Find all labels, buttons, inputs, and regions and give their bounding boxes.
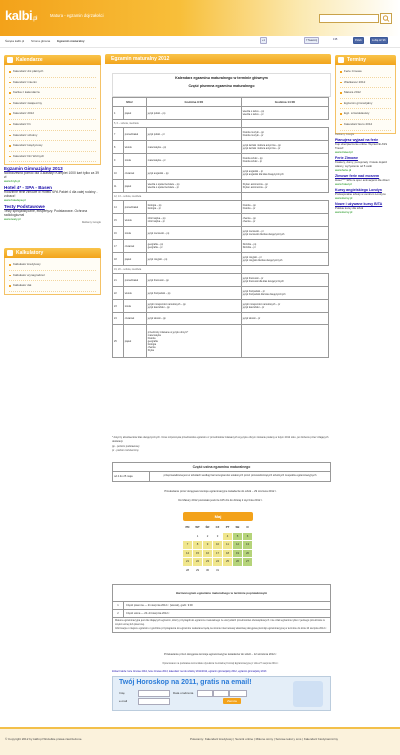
exam-day: 10	[114, 171, 117, 175]
table-row	[113, 227, 329, 240]
legend: pp - poziom podstawowy pr - poziom rozszerzony	[112, 445, 140, 452]
morning-exam: język niemiecki – pp	[146, 227, 241, 240]
weekday-cell: poniedziałek	[123, 274, 146, 287]
afternoon-exam: historia muzyki – pp historia muzyki – pr	[241, 128, 328, 141]
table-row	[113, 201, 329, 214]
term-link[interactable]: Ferie zimowe	[340, 67, 391, 78]
afternoon-exam	[241, 325, 328, 358]
related-links[interactable]: Zobacz także: ferie zimowe 2012, ferie zimowe 2013, kalendarz na rok szkolny 2011/2012, egzamin gimnazjalny 2012, egzamin gimnazjalny 2013	[112, 670, 267, 673]
weekday-cell: środa	[123, 227, 146, 240]
calendar-day[interactable]: 25	[223, 558, 232, 566]
ad-url[interactable]: www.bryk.pl	[4, 179, 21, 183]
calendars-header: Kalendarze	[4, 55, 101, 65]
exam-day: 17	[114, 244, 117, 248]
search-input[interactable]	[319, 14, 379, 23]
day-cell	[113, 141, 124, 154]
table-row	[113, 107, 329, 120]
calendar-weekday: PN	[185, 525, 190, 529]
calendar-day[interactable]: 18	[223, 550, 232, 558]
calendar-day[interactable]: 5	[233, 533, 242, 541]
retake-note: Informacja o miejscu egzaminu i godzinie przystąpienia do egzaminu wskazane będą na stronie internetowej właściwej okręgowej komisji egzaminacyjnej w terminie do dnia 10 sierpnia 2012 r.	[115, 627, 327, 630]
table-row	[113, 214, 329, 227]
exam-day: 23	[114, 304, 117, 308]
left-ads	[4, 164, 101, 224]
ad-url[interactable]: www.hotel.pl	[335, 182, 352, 186]
breadcrumb-item[interactable]: Święta kalbi.pl	[5, 39, 25, 43]
calendar-day[interactable]: 19	[233, 550, 242, 558]
copyright: © Copyright 2012 by kalbi.pl Wszelkie prawa zastrzeżone.	[5, 737, 83, 741]
ad-description: Testy specjalistyczne, ekspertyzy. Podstawowe. Ochrona radiologiczna!	[4, 209, 88, 217]
header-bar	[0, 0, 400, 36]
weekday-cell: środa	[123, 300, 146, 313]
table-row	[113, 141, 329, 154]
ads-label[interactable]: Reklamy Google	[335, 133, 355, 136]
calendar-day[interactable]: 9	[203, 541, 212, 549]
weekday-cell: wtorek	[123, 214, 146, 227]
table-row	[113, 240, 329, 253]
certificate-info: Przekazanie przez okręgowe komisje egzaminacyjne świadectw do szkół – 29 czerwca 2012 r.	[164, 490, 277, 493]
calendar-day[interactable]: 17	[213, 550, 222, 558]
day-cell	[113, 154, 124, 167]
month-select[interactable]	[213, 690, 229, 697]
day-cell	[113, 300, 124, 313]
horoscope-widget	[112, 676, 331, 711]
retake-certificate-info: Przekazanie przez okręgowe komisje egzaminacyjne świadectw do szkół – 12 września 2012 r.	[163, 653, 278, 656]
terms-panel	[335, 55, 396, 134]
afternoon-exam: język włoski – pr	[241, 313, 328, 325]
calendar-day[interactable]: 7	[183, 541, 192, 549]
exam-day: 8	[114, 145, 116, 149]
calculator-icon	[7, 250, 13, 256]
exam-day: 16	[114, 231, 117, 235]
day-cell	[113, 325, 124, 358]
day-cell	[113, 128, 124, 141]
retake-title: Harmonogram egzaminu maturalnego w terminie poprawkowym	[175, 591, 268, 595]
calendar-day[interactable]: 22	[193, 558, 202, 566]
afternoon-exam: historia sztuki – pp historia sztuki – pr	[241, 154, 328, 167]
afternoon-exam: język hiszpański – pr język hiszpański dla klas dwujęzycznych	[241, 287, 328, 300]
site-logo[interactable]: kalbi.pl	[5, 8, 37, 23]
calendar-link[interactable]: Kartka z kalendarza	[9, 88, 96, 99]
morning-exam: język włoski – pp	[146, 313, 241, 325]
day-cell	[113, 313, 124, 325]
exam-day: 22	[114, 291, 117, 295]
retake-note: Matura egzaminacyjna jest dla zdających egzamin, którzy przystąpili do egzaminu maturalnego ze wszystkich przedmiotów obowiązkowych i nie zdali egzaminu tylko z jednego przedmiotu w części ustnej lub pisemnej.	[115, 619, 325, 626]
afternoon-exam: język rosyjski – pr język rosyjski dla klas dwujęzycznych	[241, 253, 328, 266]
weekend-row: 19, 20 – sobota, niedziela	[113, 266, 242, 274]
ad-url[interactable]: www.hotelspa.pl	[4, 198, 26, 202]
calendar-day[interactable]: 29	[193, 567, 202, 575]
calendar-day[interactable]: 24	[213, 558, 222, 566]
exam-day: 7	[114, 132, 116, 136]
exam-schedule-table	[112, 97, 329, 358]
like-count[interactable]: Lubię to! 96	[372, 39, 386, 42]
calendar-day[interactable]: 28	[183, 567, 192, 575]
day-cell	[113, 287, 124, 300]
calendar-day[interactable]: 26	[233, 558, 242, 566]
ad-description: Polskie kursy dla szkół	[335, 206, 364, 210]
calendars-panel	[4, 55, 101, 165]
morning-exam: język polski – pr	[146, 128, 241, 141]
calendar-grid	[183, 524, 253, 574]
calendar-link[interactable]: Kalendarz 2012	[9, 109, 96, 120]
exam-day: 24	[114, 317, 117, 320]
footer-links[interactable]: Polecamy: Kalendarz kredytowy | Sennik online | Mikone sinny | Sotowe tekst y sms | Kalendarz biodynamiczny	[190, 737, 339, 741]
horoscope-title: Twój Horoskop na 2011, gratis na email!	[119, 679, 252, 686]
retake-oral: Część ustna — 20–24 sierpnia 2012 r.	[126, 612, 170, 615]
day-cell	[113, 107, 124, 120]
day-cell	[113, 253, 124, 266]
oral-desc: przeprowadzana jest w szkołach według harmonogramów ustalonych przez przewodniczących szkolnych zespołów egzaminacyjnych	[163, 474, 317, 477]
afternoon-exam: język angielski – pr język angielski dla klas dwujęzycznych	[241, 167, 328, 180]
calculator-link[interactable]: Kalkulator dat	[9, 281, 96, 292]
day-cell	[113, 240, 124, 253]
ad-title[interactable]: Hotel 4* - SPA - Basen	[4, 185, 52, 190]
retake-box	[112, 584, 331, 633]
order-button[interactable]: Zamów	[223, 698, 241, 704]
term-link[interactable]: Egzamin gimnazjalny	[340, 99, 391, 110]
page-title: Egzamin maturalny 2012	[105, 54, 331, 64]
ads-label[interactable]: Reklamy Google	[81, 221, 101, 224]
breadcrumb	[5, 39, 91, 43]
morning-exam: wiedza o społeczeństwie – pp wiedza o społeczeństwie – pr	[146, 180, 241, 193]
table-row	[113, 154, 329, 167]
table-row	[113, 253, 329, 266]
share-bar	[260, 37, 395, 44]
footnote: * dotyczy absolwentów klas dwujęzycznych. Czas rozpoczęcia przedmiotów egzaminu z przedmiotów zdawanych w języku obcym zostanie podany w lutym 2012 roku, po złożeniu przez zdających deklaracji.	[112, 436, 329, 443]
table-header: MAJ	[113, 98, 147, 107]
calculators-header: Kalkulatory	[4, 248, 101, 258]
morning-exam: biologia – pp biologia – pr	[146, 201, 241, 214]
calendar-weekday: PT	[225, 525, 230, 529]
morning-exam: język hiszpański – pp	[146, 287, 241, 300]
calendar-day[interactable]: 20	[243, 550, 252, 558]
breadcrumb-item[interactable]: Strona główna	[31, 39, 51, 43]
table-row	[113, 193, 329, 201]
exam-day: 25	[114, 339, 117, 343]
terms-header: Terminy	[335, 55, 396, 65]
calendar-day[interactable]: 16	[203, 550, 212, 558]
ad-url[interactable]: www.travel.pl	[335, 150, 353, 154]
ad-description: Rodzinne ferie zimowe w Hotelu SPA Pakiet 4 dla całej rodziny - zobacz!	[4, 190, 98, 198]
table-row	[113, 313, 329, 325]
calendar-day[interactable]: 4	[223, 533, 232, 541]
site-slogan: Matura - egzamin dojrzałości	[50, 13, 104, 18]
exam-day: 14	[114, 205, 117, 209]
table-row	[113, 180, 329, 193]
calculator-link[interactable]: Kalkulator wynagrodzeń	[9, 271, 96, 282]
term-link[interactable]: Kalendarz Euro 2012	[340, 120, 391, 131]
weekend-row: 5, 6 – sobota, niedziela	[113, 120, 242, 128]
ad-description: Kwatery, domy, pensjonaty i hotele dojazd własny, wyżywienie od 5 osób	[335, 160, 387, 168]
like-button[interactable]: Polub	[355, 39, 362, 42]
calendar-link[interactable]: Kalendarz księżycowy	[9, 141, 96, 152]
calendar-day[interactable]: 12	[233, 541, 242, 549]
calendar-day[interactable]: 21	[183, 558, 192, 566]
calendar-day	[223, 567, 232, 575]
calendar-day[interactable]: 3	[213, 533, 222, 541]
weekday-cell: wtorek	[123, 287, 146, 300]
morning-exam: matematyka – pp	[146, 141, 241, 154]
weekend-row: 12, 13 – sobota, niedziela	[113, 193, 242, 201]
weekday-cell: piątek	[123, 253, 146, 266]
weekday-cell: piątek	[123, 107, 146, 120]
calendar-link[interactable]: Kalendarz szkolny	[9, 131, 96, 142]
ad-url[interactable]: www.ferie.pl	[335, 168, 352, 172]
name-label: Imię	[119, 691, 125, 695]
clock-icon	[338, 57, 344, 63]
morning-exam: geografia – pp geografia – pr	[146, 240, 241, 253]
day-select[interactable]	[197, 690, 213, 697]
search-icon[interactable]	[380, 13, 392, 24]
right-ads	[335, 133, 396, 214]
share-count: 135	[333, 38, 338, 41]
may-calendar	[183, 512, 253, 574]
name-input[interactable]	[138, 690, 170, 697]
weekday-cell: czwartek	[123, 313, 146, 325]
day-cell	[113, 167, 124, 180]
divider	[0, 47, 400, 48]
calculators-list	[4, 258, 101, 295]
document-subtitle: Część pisemna egzaminu maturalnego	[188, 84, 255, 88]
exam-day: 18	[114, 257, 117, 261]
calendar-day[interactable]: 1	[193, 533, 202, 541]
calendar-link[interactable]: Kalendarz Dni Wolnych	[9, 152, 96, 163]
term-link[interactable]: Matura 2012	[340, 88, 391, 99]
calendar-day[interactable]: 30	[203, 567, 212, 575]
ad-url[interactable]: www.kursy.pl	[335, 210, 353, 214]
calendar-weekday: SB	[235, 525, 240, 529]
calendars-list	[4, 65, 101, 165]
morning-exam: informatyka – pp informatyka – pr	[146, 214, 241, 227]
exam-day: 9	[114, 158, 116, 162]
ad-title[interactable]: Testy Podstawowe	[4, 204, 45, 209]
calendar-month: Maj	[183, 512, 253, 521]
morning-exam: język polski – pp	[146, 107, 241, 120]
afternoon-exam: historia – pp historia – pr	[241, 201, 328, 214]
calendar-day	[233, 567, 242, 575]
calendar-day	[183, 533, 192, 541]
morning-exam: język rosyjski – pp	[146, 253, 241, 266]
birthdate-label: Data urodzenia	[173, 691, 194, 695]
afternoon-exam: fizyka i astronomia – pp fizyka i astronomia – pr	[241, 180, 328, 193]
ad-description: Nowoczesna pomoc dla 3-klasisty! Komplet 1000 kart tylko za 39 zł	[4, 171, 99, 179]
day-cell	[113, 214, 124, 227]
day-cell	[113, 227, 124, 240]
weekday-cell: poniedziałek	[123, 201, 146, 214]
table-row	[113, 287, 329, 300]
ad-description: Kup ubezpieczenie online. Wycieczki ASS Travel!	[335, 142, 388, 150]
morning-exam: język angielski – pp	[146, 167, 241, 180]
retake-written: Część pisemna — 21 sierpnia 2012 r. (wtorek), godz. 9:00	[126, 604, 193, 607]
horoscope-image	[293, 681, 323, 707]
calendar-icon	[7, 57, 13, 63]
calendar-weekday: N	[246, 525, 249, 529]
calendar-day[interactable]: 27	[243, 558, 252, 566]
term-link[interactable]: Egz. szóstoklasisty	[340, 109, 391, 120]
afternoon-exam: język niemiecki – pr język niemiecki dla klas dwujęzycznych	[241, 227, 328, 240]
ad-title[interactable]: Egzamin Gimnazjalny 2013	[4, 166, 63, 171]
calendar-weekday: CZ	[215, 525, 220, 529]
morning-exam: matematyka – pr	[146, 154, 241, 167]
weekday-cell: środa	[123, 154, 146, 167]
morning-exam: język francuski – pp	[146, 274, 241, 287]
calendar-day[interactable]: 31	[213, 567, 222, 575]
exam-day: 15	[114, 218, 117, 222]
afternoon-exam: wiedza o tańcu – pp wiedza o tańcu – pr	[241, 107, 328, 120]
table-row	[113, 167, 329, 180]
morning-exam: przedmioty zdawane w języku obcym* matematyka historia geografia biologia chemia fizyka	[146, 325, 241, 358]
calendar-day[interactable]: 11	[223, 541, 232, 549]
afternoon-exam: chemia – pp chemia – pr	[241, 214, 328, 227]
afternoon-exam: filozofia – pp filozofia – pr	[241, 240, 328, 253]
table-row	[113, 325, 329, 358]
weekday-cell: piątek	[123, 180, 146, 193]
row-number: 1	[113, 602, 124, 609]
day-cell	[113, 180, 124, 193]
calendar-day	[243, 567, 252, 575]
weekday-cell: czwartek	[123, 167, 146, 180]
calendar-weekday: ŚR	[205, 525, 210, 529]
countdown-info: Do Matury 2012 pozostało jeszcze 105 dni do dzisiaj 2 stycznia 2012 r.	[178, 499, 263, 502]
calendar-day[interactable]: 13	[243, 541, 252, 549]
weekday-cell: poniedziałek	[123, 128, 146, 141]
footnote-block	[112, 436, 329, 452]
plus-one-button[interactable]: +1	[262, 39, 265, 42]
oral-title: Część ustna egzaminu maturalnego	[113, 463, 330, 472]
afternoon-exam: język francuski – pr język francuski dla klas dwujęzycznych	[241, 274, 328, 287]
table-row	[113, 120, 329, 128]
calendar-day[interactable]: 23	[203, 558, 212, 566]
oral-exam-box	[112, 462, 331, 482]
calendar-day[interactable]: 14	[183, 550, 192, 558]
terms-list	[335, 65, 396, 134]
calculators-panel	[4, 248, 101, 295]
table-header: Godzina 14:00	[241, 98, 328, 107]
weekday-cell: piątek	[123, 325, 146, 358]
calendar-link[interactable]: Kalendarz F1	[9, 120, 96, 131]
calendar-day[interactable]: 10	[213, 541, 222, 549]
ad-url[interactable]: www.kursy.pl	[335, 196, 353, 200]
weekday-cell: czwartek	[123, 240, 146, 253]
ad-description: Hotel *** SPA ze spa i animacjami dla dzieci	[335, 178, 390, 182]
calendar-day[interactable]: 6	[243, 533, 252, 541]
calendar-weekday: WT	[195, 525, 200, 529]
calendar-link[interactable]: Kalendarz świąteczny	[9, 99, 96, 110]
email-input[interactable]	[138, 698, 170, 705]
afternoon-exam: język łacński i kultura antyczna – pp język łacński i kultura antyczna – pr	[241, 141, 328, 154]
oral-dates: od 4 do 25 maja	[113, 472, 150, 481]
term-link[interactable]: Wielkanoc 2012	[340, 78, 391, 89]
ad-description: Profesjonalne szkoły w centrum Londynu	[335, 192, 386, 196]
calendar-link[interactable]: Kalendarz imienin	[9, 78, 96, 89]
exam-day: 21	[114, 278, 117, 282]
breadcrumb-item: Egzamin maturalny	[57, 39, 85, 43]
table-row	[113, 266, 329, 274]
tweet-button[interactable]: f Tweetnij	[306, 39, 317, 42]
day-cell	[113, 274, 124, 287]
calendar-link[interactable]: Kalendarz dni płatnych	[9, 67, 96, 78]
table-header: Godzina 9:00	[146, 98, 241, 107]
weekday-cell: wtorek	[123, 141, 146, 154]
ad-url[interactable]: www.testy.pl	[4, 217, 21, 221]
footer	[0, 727, 400, 755]
table-row	[113, 128, 329, 141]
table-row	[113, 300, 329, 313]
morning-exam: języki mniejszości narodowych – pp język kaszubski – pp	[146, 300, 241, 313]
table-row	[113, 274, 329, 287]
row-number: 2	[113, 610, 124, 617]
calculator-link[interactable]: Kalkulator kredytowy	[9, 260, 96, 271]
ad-title[interactable]: Planujesz wyjazd na ferie	[335, 138, 379, 142]
ad-title[interactable]: Ferie Zimowe	[335, 156, 358, 160]
source-info: Opracowano na podstawie komunikatu dyrektora Centralnej Komisji Egzaminacyjnej z dnia 27 sierpnia 2011 r.	[162, 662, 279, 665]
calendar-day[interactable]: 15	[193, 550, 202, 558]
calendar-day[interactable]: 2	[203, 533, 212, 541]
email-label: e-mail	[119, 699, 128, 703]
calendar-day[interactable]: 8	[193, 541, 202, 549]
ad-title[interactable]: Kursy angielskiego Londyn	[335, 188, 382, 192]
exam-day: 11	[114, 184, 117, 188]
ad-title[interactable]: Zimowe ferie nad morzem	[335, 174, 380, 178]
afternoon-exam: języki mniejszości narodowych – pr język kaszubski – pr	[241, 300, 328, 313]
day-cell	[113, 201, 124, 214]
exam-day: 4	[114, 111, 116, 115]
ad-title[interactable]: Nowe i używane kursy B/TA	[335, 202, 383, 206]
retake-notes	[113, 617, 330, 632]
document-header	[112, 73, 331, 97]
main-content	[105, 54, 331, 64]
document-title: Kalendarz egzaminu maturalnego w terminie głównym	[175, 76, 268, 80]
year-select[interactable]	[229, 690, 247, 697]
